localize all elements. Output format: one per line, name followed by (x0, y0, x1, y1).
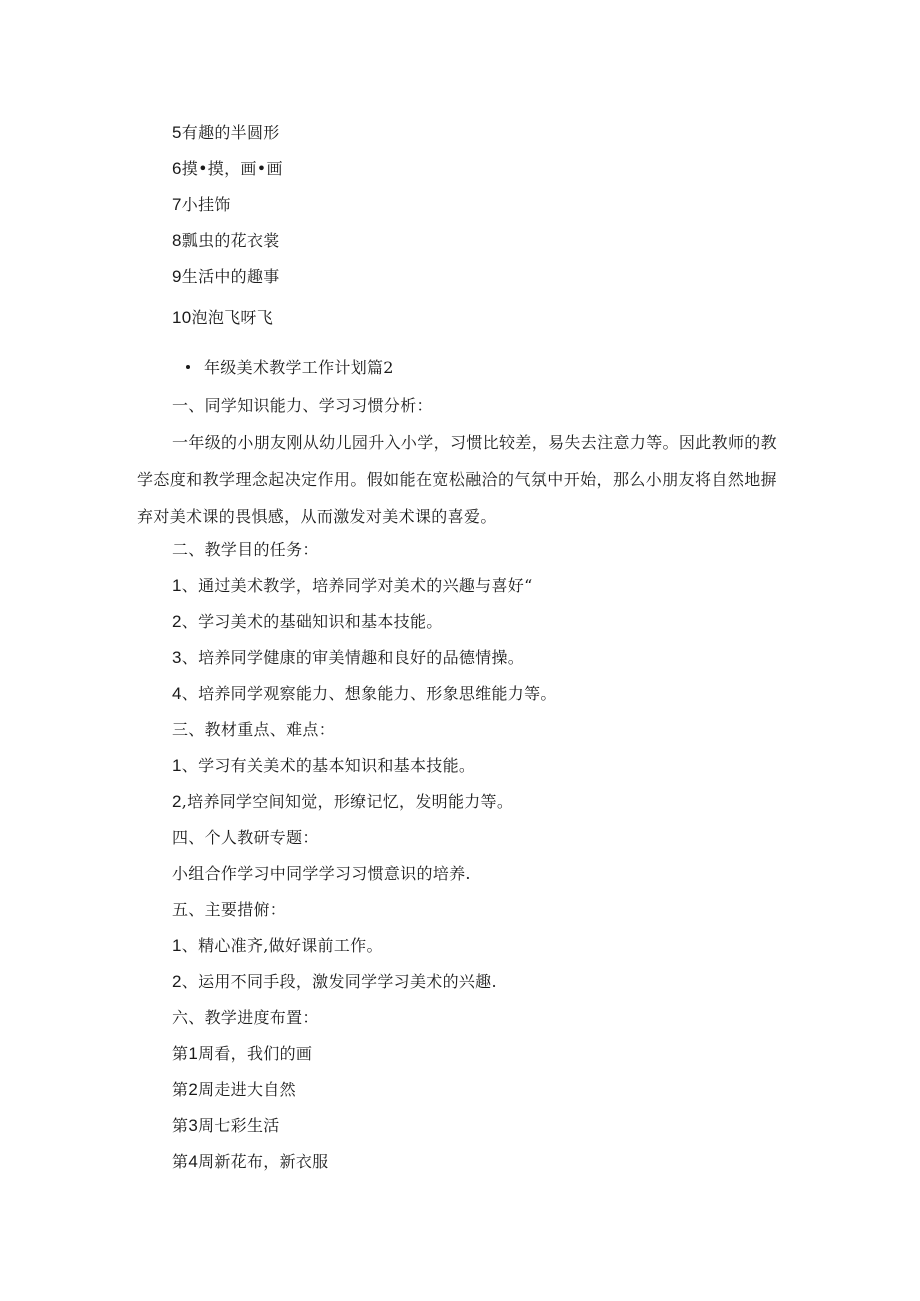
lesson-item: 7小挂饰 (172, 195, 231, 214)
heading-goals: 二、教学目的任务： (172, 540, 319, 559)
lesson-item: 8瓢虫的花衣裳 (172, 231, 280, 250)
lesson-item: 10泡泡飞呀飞 (172, 308, 274, 327)
schedule-item: 第4周新花布，新衣服 (172, 1152, 329, 1171)
goal-item: 2、学习美术的基础知识和基本技能。 (172, 612, 443, 631)
lesson-item: 9生活中的趣事 (172, 267, 280, 286)
key-point-item: 2,培养同学空间知觉，形缭记忆，发明能力等。 (172, 792, 514, 811)
lesson-item: 5有趣的半圆形 (172, 123, 280, 142)
heading-analysis: 一、同学知识能力、学习习惯分析： (172, 396, 433, 415)
heading-measures: 五、主要措俯： (172, 900, 287, 919)
key-point-item: 1、学习有关美术的基本知识和基本技能。 (172, 756, 476, 775)
measure-item: 1、精心准齐,做好课前工作。 (172, 936, 383, 955)
bullet-dot-icon (186, 365, 190, 369)
goal-item: 1、通过美术教学，培养同学对美术的兴趣与喜好“ (172, 576, 533, 595)
schedule-item: 第2周走进大自然 (172, 1080, 296, 1099)
research-topic: 小组合作学习中同学学习习惯意识的培养. (172, 864, 471, 883)
schedule-item: 第1周看，我们的画 (172, 1044, 313, 1063)
section-title: 年级美术教学工作计划篇2 (186, 357, 394, 379)
goal-item: 3、培养同学健康的审美情趣和良好的品德情操。 (172, 648, 525, 667)
lesson-item: 6摸•摸，画•画 (172, 159, 283, 178)
measure-item: 2、运用不同手段，激发同学学习美术的兴趣. (172, 972, 497, 991)
analysis-paragraph: 一年级的小朋友刚从幼儿园升入小学，习惯比较差，易失去注意力等。因此教师的教学态度和教学理念起决定作用。假如能在宽松融洽的气氛中开始，那么小朋友将自然地摒弃对美术课的畏惧感，从而激发对美术课的喜爱。 (137, 433, 777, 526)
goal-item: 4、培养同学观察能力、想象能力、形象思维能力等。 (172, 684, 557, 703)
heading-research: 四、个人教研专题： (172, 828, 319, 847)
heading-schedule: 六、教学进度布置： (172, 1008, 319, 1027)
heading-key-points: 三、教材重点、难点： (172, 720, 336, 739)
schedule-item: 第3周七彩生活 (172, 1116, 280, 1135)
